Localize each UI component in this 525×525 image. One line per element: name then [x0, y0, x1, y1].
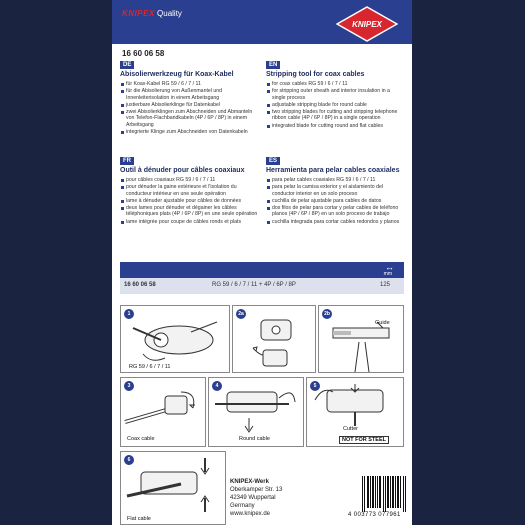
diagram-step-6	[120, 451, 226, 525]
lang-tag-fr: FR	[120, 157, 134, 165]
list-item: dos filos de pelar para cortar y pelar cables de teléfono planos (4P / 6P / 8P) en un solo proceso de trabajo	[266, 205, 404, 218]
unit-label: mm	[383, 271, 392, 277]
list-item: for stripping outer sheath and interior insulation in a single process	[266, 88, 404, 101]
step-number: 1	[124, 309, 134, 319]
list-item: deux lames pour dénuder et dégainer les câbles téléphoniques plats (4P / 6P / 8P) en une seule opération	[120, 205, 258, 218]
section-es	[266, 156, 404, 226]
list-item: para pelar la camisa exterior y el aislamiento del conductor interior en un solo proceso	[266, 184, 404, 197]
list-item: adjustable stripping blade for round cable	[266, 102, 404, 109]
cable-guide-icon	[319, 306, 404, 373]
diagram-caption: RG 59 / 6 / 7 / 11	[129, 364, 171, 370]
lang-tag-en: EN	[266, 61, 280, 69]
list-item: integrierte Klinge zum Abschneiden von Datenkabeln	[120, 129, 258, 136]
step-number: 2b	[322, 309, 332, 319]
article-number: 16 60 06 58	[122, 49, 165, 58]
table-article: 16 60 06 58	[124, 282, 156, 288]
country: Germany	[230, 503, 255, 509]
warning-label: NOT FOR STEEL	[339, 436, 389, 444]
diagram-caption: Round cable	[239, 436, 270, 442]
flat-cable-icon	[121, 452, 226, 525]
svg-text:KNIPEX: KNIPEX	[352, 20, 382, 29]
list-item: für die Abisolierung von Außenmantel und Innenleiterisolation in einem Arbeitsgang	[120, 88, 258, 101]
section-title-es: Herramienta para pelar cables coaxiales	[266, 167, 400, 174]
lang-tag-es: ES	[266, 157, 280, 165]
step-number: 2a	[236, 309, 246, 319]
diagram-caption: Cutter	[343, 426, 358, 432]
diagram-step-2b	[318, 305, 404, 373]
manufacturer-address	[230, 478, 282, 518]
quality-label: KNIPEX Quality	[122, 9, 182, 18]
section-en	[266, 60, 404, 130]
table-header	[120, 262, 404, 278]
street: Oberkamper Str. 13	[230, 487, 283, 493]
diagram-caption: Coax cable	[127, 436, 155, 442]
list-item: lame intégrée pour coupe de câbles ronds et plats	[120, 219, 258, 226]
section-de	[120, 60, 258, 136]
header-bar	[112, 0, 412, 44]
website: www.knipex.de	[230, 511, 271, 517]
lang-tag-de: DE	[120, 61, 134, 69]
section-title-de: Abisolierwerkzeug für Koax-Kabel	[120, 71, 234, 78]
list-item: cuchilla de pelar ajustable para cables de datos	[266, 198, 404, 205]
barcode-number: 4 003773 077961	[348, 512, 401, 518]
list-item: zwei Abisolierklingen zum Abschneiden und Abmanteln von Telefon-Flachbandkabeln (4P / 6P / 8P) in einem Arbeitsgang	[120, 109, 258, 129]
list-item: para pelar cables coaxiales RG 59 / 6 / 7 / 11	[266, 177, 404, 184]
spec-table	[120, 262, 404, 296]
diagram-step-5	[306, 377, 404, 447]
double-arrow-icon: ↔	[385, 262, 394, 272]
section-title-fr: Outil à dénuder pour câbles coaxiaux	[120, 167, 245, 174]
section-fr	[120, 156, 258, 226]
diagram-step-1	[120, 305, 230, 373]
list-item: pour dénuder la gaine extérieure et l'isolation du conducteur intérieur en une seule opération	[120, 184, 258, 197]
step-number: 5	[310, 381, 320, 391]
list-item: cuchilla integrada para cortar cables redondos y planos	[266, 219, 404, 226]
table-length: 125	[379, 282, 390, 288]
list-item: for coax cables RG 59 / 6 / 7 / 11	[266, 81, 404, 88]
city: 42349 Wuppertal	[230, 495, 276, 501]
diagram-step-2a	[232, 305, 316, 373]
step-number: 6	[124, 455, 134, 465]
product-card	[112, 0, 412, 525]
step-number: 4	[212, 381, 222, 391]
table-spec: RG 59 / 6 / 7 / 11 + 4P / 6P / 8P	[212, 282, 296, 288]
section-title-en: Stripping tool for coax cables	[266, 71, 365, 78]
stripping-tool-icon	[121, 306, 230, 373]
diagram-step-4	[208, 377, 304, 447]
list-item: justierbare Abisolierklinge für Datenkabel	[120, 102, 258, 109]
barcode-icon	[360, 474, 408, 514]
list-item: integrated blade for cutting round and flat cables	[266, 123, 404, 130]
diagram-caption: Guide	[375, 320, 390, 326]
list-item: für Koax-Kabel RG 59 / 6 / 7 / 11	[120, 81, 258, 88]
table-row	[120, 278, 404, 294]
list-item: two stripping blades for cutting and stripping telephone ribbon cable (4P / 6P / 8P) in a single operation	[266, 109, 404, 122]
step-number: 3	[124, 381, 134, 391]
knipex-logo-icon	[336, 6, 398, 42]
list-item: pour câbles coaxiaux RG 59 / 6 / 7 / 11	[120, 177, 258, 184]
list-item: lame à dénuder ajustable pour câbles de données	[120, 198, 258, 205]
company-name: KNIPEX-Werk	[230, 479, 269, 485]
diagram-caption: Flat cable	[127, 516, 151, 522]
diagram-step-3	[120, 377, 206, 447]
